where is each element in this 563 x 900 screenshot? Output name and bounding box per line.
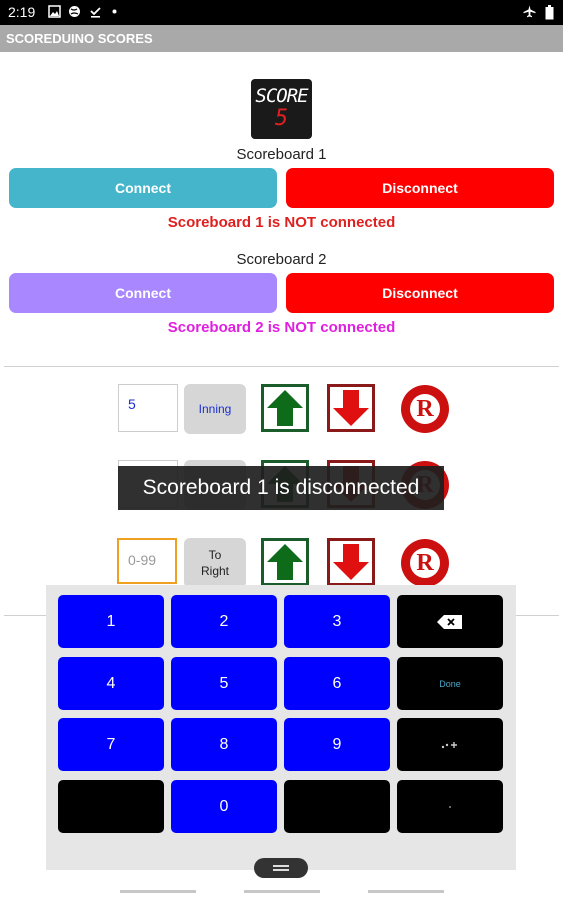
blank-key[interactable]	[58, 780, 164, 833]
to-right-line1: To	[208, 548, 222, 562]
scoreboard-logo	[251, 79, 312, 139]
scoreboard1-label: Scoreboard 1	[236, 146, 327, 163]
increment-button[interactable]	[261, 384, 309, 432]
key-5[interactable]: 5	[171, 657, 277, 710]
nav-bar-indicator	[120, 890, 196, 893]
key-3[interactable]: 3	[284, 595, 390, 648]
scoreboard2-label: Scoreboard 2	[236, 251, 327, 268]
inning-value-field[interactable]	[118, 384, 178, 432]
backspace-key[interactable]	[397, 595, 503, 648]
key-2[interactable]: 2	[171, 595, 277, 648]
notification-dot-icon	[112, 9, 117, 14]
key-8[interactable]: 8	[171, 718, 277, 771]
row3-increment-button[interactable]	[261, 538, 309, 586]
scoreboard1-disconnect-button[interactable]: Disconnect	[286, 168, 554, 208]
scoreboard2-status: Scoreboard 2 is NOT connected	[167, 319, 396, 336]
blank-key[interactable]	[284, 780, 390, 833]
toast-message: Scoreboard 1 is disconnected	[118, 466, 444, 510]
scoreboard1-status: Scoreboard 1 is NOT connected	[167, 214, 396, 231]
arrow-up-icon	[264, 387, 306, 429]
key-1[interactable]: 1	[58, 595, 164, 648]
to-right-line2: Right	[200, 564, 229, 578]
app-title-bar	[0, 25, 563, 52]
reset-button[interactable]	[401, 385, 449, 433]
battery-icon	[545, 5, 554, 20]
numeric-keyboard	[46, 585, 516, 870]
download-done-icon	[89, 5, 102, 18]
row3-reset-label: R	[410, 548, 440, 578]
scoreboard1-connect-button[interactable]: Connect	[9, 168, 277, 208]
inning-button[interactable]: Inning	[184, 384, 246, 434]
decrement-button[interactable]	[327, 384, 375, 432]
airplane-mode-icon	[523, 5, 536, 18]
image-icon	[48, 5, 61, 18]
row3-decrement-button[interactable]	[327, 538, 375, 586]
symbols-icon	[441, 741, 459, 749]
status-time: 2:19	[8, 4, 36, 20]
key-7[interactable]: 7	[58, 718, 164, 771]
arrow-up-icon	[264, 541, 306, 583]
score-entry-field[interactable]	[117, 538, 177, 584]
to-right-button[interactable]	[184, 538, 246, 588]
key-6[interactable]: 6	[284, 657, 390, 710]
scoreboard2-connect-button[interactable]: Connect	[9, 273, 277, 313]
logo-digit-text: 5	[274, 106, 289, 131]
scoreboard2-disconnect-button[interactable]: Disconnect	[286, 273, 554, 313]
key-0[interactable]: 0	[171, 780, 277, 833]
done-key[interactable]: Done	[397, 657, 503, 710]
status-bar	[0, 0, 563, 25]
reset-label: R	[410, 394, 440, 424]
period-key[interactable]	[397, 780, 503, 833]
inning-value: 5	[128, 396, 136, 412]
nav-bar-indicator	[244, 890, 320, 893]
key-9[interactable]: 9	[284, 718, 390, 771]
arrow-down-icon	[330, 541, 372, 583]
logo-score-text: SCORE	[255, 85, 308, 107]
symbols-key[interactable]	[397, 718, 503, 771]
keyboard-collapse-handle[interactable]	[254, 858, 308, 878]
app-title: SCOREDUINO SCORES	[6, 31, 153, 46]
backspace-icon	[436, 614, 464, 630]
globe-icon	[68, 5, 81, 18]
divider	[4, 366, 559, 367]
period-icon	[448, 805, 452, 809]
score-entry-placeholder: 0-99	[128, 552, 157, 568]
key-4[interactable]: 4	[58, 657, 164, 710]
nav-bar-indicator	[368, 890, 444, 893]
arrow-down-icon	[330, 387, 372, 429]
row3-reset-button[interactable]	[401, 539, 449, 587]
